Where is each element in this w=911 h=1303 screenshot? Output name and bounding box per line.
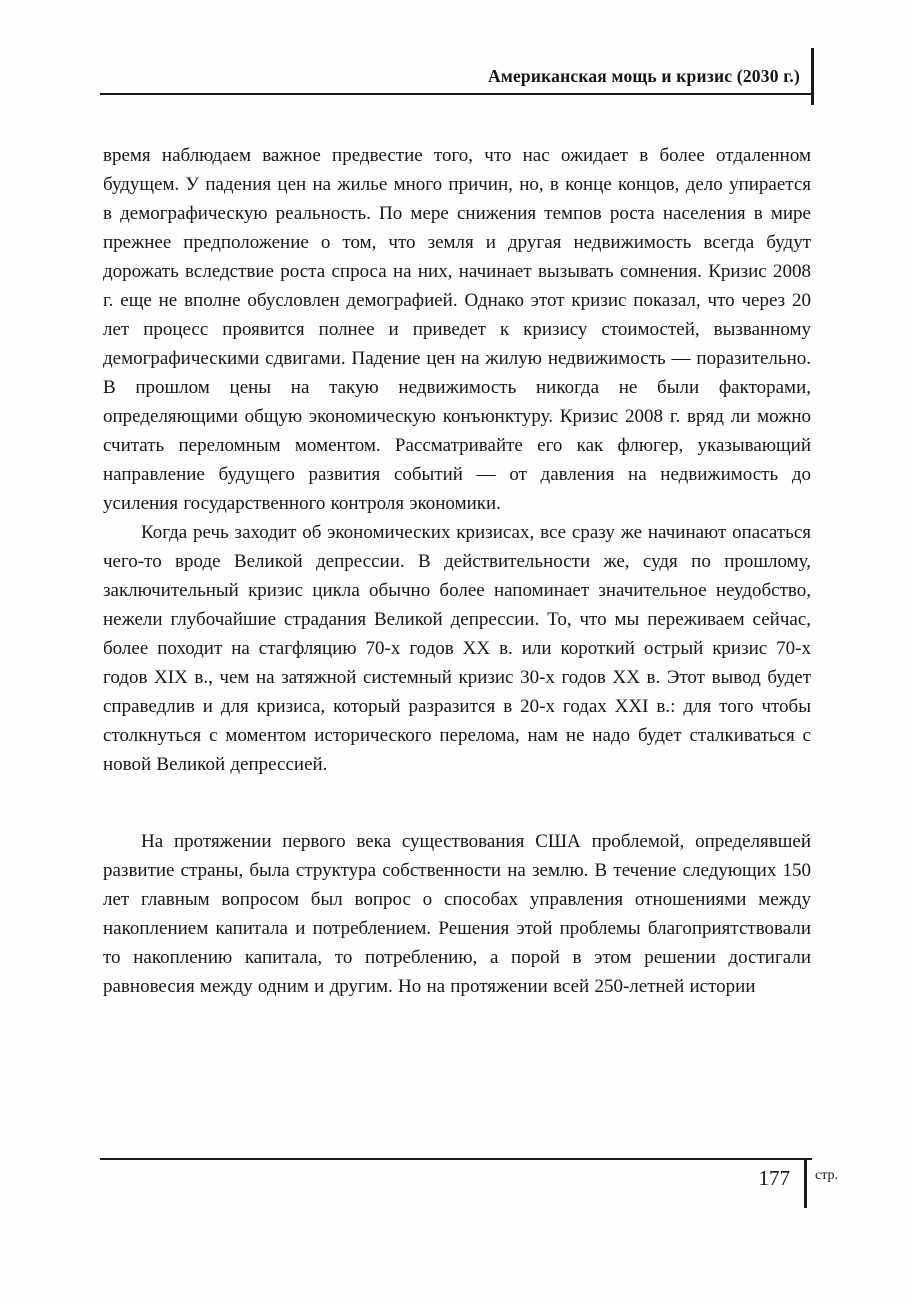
paragraph-continued: время наблюдаем важное предвестие того, что нас ожидает в более отдаленном будущем. У падения цен на жилье много причин, но, в конце концов, дело упирается в демографическую реальность. По мере снижения темпов роста населения в мире прежнее предположение о том, что земля и другая недвижимость всегда будут дорожать вследствие роста спроса на них, начинает вызывать сомнения. Кризис 2008 г. еще не вполне обусловлен демографией. Однако этот кризис показал, что через 20 лет процесс проявится полнее и приведет к кризису стоимостей, вызванному демографическими сдвигами. Падение цен на жилую недвижимость — поразительно. В прошлом цены на такую недвижимость никогда не были факторами, определяющими общую экономическую конъюнктуру. Кризис 2008 г. вряд ли можно считать переломным моментом. Рассматривайте его как флюгер, указывающий направление будущего развития событий — от давления на недвижимость до усиления государственного контроля экономики. <box>103 145 811 514</box>
paragraph-new-section: На протяжении первого века существования США проблемой, определявшей развитие страны, была структура собственности на землю. В течение следующих 150 лет главным вопросом был вопрос о способах управления отношениями между накоплением капитала и потреблением. Решения этой проблемы благоприятствовали то накоплению капитала, то потреблению, а порой в этом решении достигали равновесия между одним и другим. Но на протяжении всей 250-летней истории <box>103 831 811 997</box>
footer-vertical-bar <box>804 1158 807 1208</box>
page-number: 177 <box>758 1166 790 1190</box>
header-vertical-bar <box>811 48 814 105</box>
body-text-block <box>103 141 811 1001</box>
paragraph: Когда речь заходит об экономических кризисах, все сразу же начинают опасаться чего-то вроде Великой депрессии. В действительности же, судя по прошлому, заключительный кризис цикла обычно более напоминает значительное неудобство, нежели глубочайшие страдания Великой депрессии. То, что мы переживаем сейчас, более походит на стагфляцию 70-х годов XX в. или короткий острый кризис 70-х годов XIX в., чем на затяжной системный кризис 30-х годов XX в. Этот вывод будет справедлив и для кризиса, который разразится в 20-х годах XXI в.: для того чтобы столкнуться с моментом исторического перелома, нам не надо будет сталкиваться с новой Великой депрессией. <box>103 522 811 775</box>
running-header-title: Американская мощь и кризис (2030 г.) <box>487 66 800 86</box>
page-number-label: стр. <box>815 1168 839 1183</box>
header-horizontal-rule <box>100 93 812 95</box>
footer-horizontal-rule <box>100 1158 812 1160</box>
